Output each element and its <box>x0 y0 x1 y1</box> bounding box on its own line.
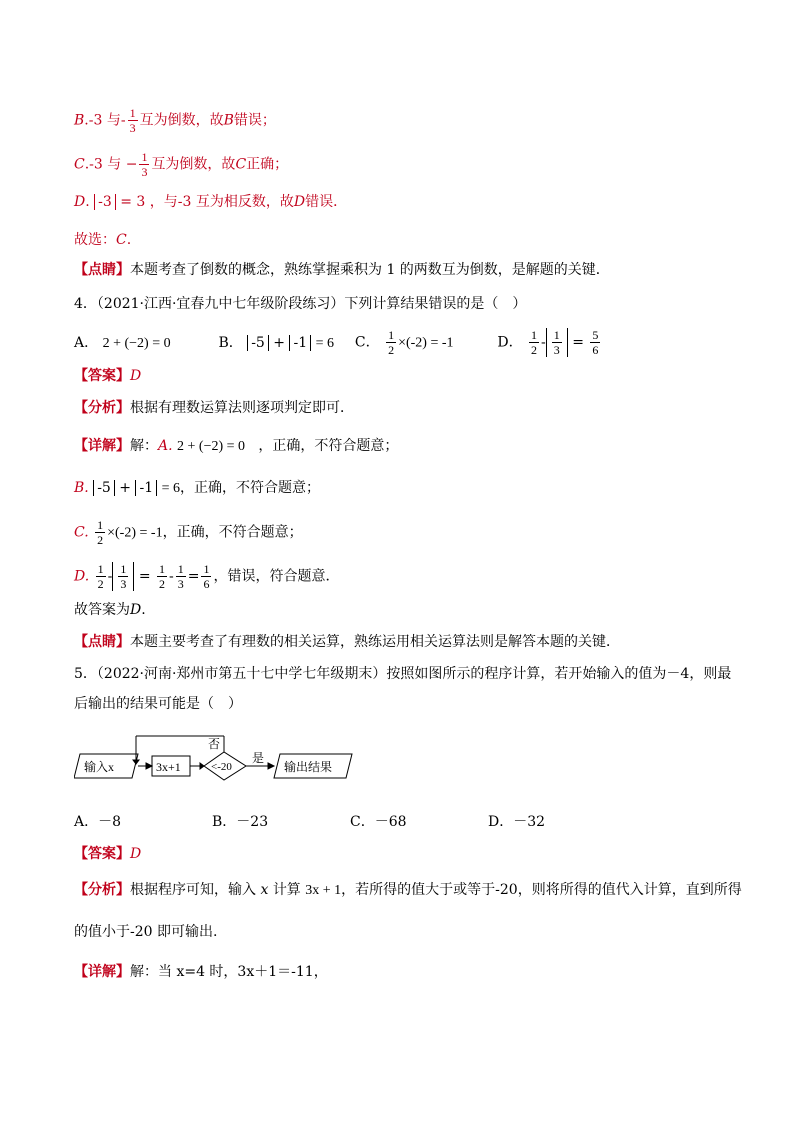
q4-stem: 4．（2021·江西·宜春九中七年级阶段练习）下列计算结果错误的是（ ） <box>74 296 527 312</box>
q5-option-c: C．－68 <box>350 814 407 830</box>
option-letter: B <box>223 112 234 129</box>
q4-detail-b: B. -5 + -1 = 6，正确，不符合题意； <box>74 480 320 496</box>
option-letter: D <box>293 194 306 210</box>
q4-option-d: D． $\frac{1}{2}$ - $\frac{1}{3}$ = $\frac{5}{6}$ <box>497 328 599 357</box>
comment-text: 本题考查了倒数的概念，熟练掌握乘积为 1 的两数互为倒数，是解题的关键． <box>130 262 610 278</box>
text: 互为倒数，故 <box>151 156 236 173</box>
q5-answer: 【答案】D <box>74 846 142 862</box>
q5-analysis-line-2: 的值小于-20 即可输出. <box>74 924 218 940</box>
q4-analysis: 【分析】根据有理数运算法则逐项判定即可． <box>74 400 354 416</box>
flow-no-label: 否 <box>208 737 221 751</box>
q5-detail: 【详解】解：当 x=4 时，3x＋1＝-11， <box>74 964 328 980</box>
absolute-value: -3 <box>94 194 116 210</box>
q4-answer: 【答案】D <box>74 368 142 384</box>
text: 错误； <box>233 112 276 129</box>
flow-output-label: 输出结果 <box>284 760 333 774</box>
q5-stem-line-1: 5．（2022·河南·郑州市第五十七中学七年级期末）按照如图所示的程序计算，若开始输入的值为－4，则最 <box>74 666 732 682</box>
q4-detail-d: D. $\frac{1}{2}$ - $\frac{1}{3}$ = $\frac{1}{2}$ - $\frac{1}{3}$ = $\frac{1}{6}$ ，错误，符合题意． <box>74 562 340 591</box>
text: .-3 与- <box>84 112 126 129</box>
q4-comment: 【点睛】本题主要考查了有理数的相关运算，熟练运用相关运算法则是解答本题的关键． <box>74 634 620 650</box>
text: .-3 与 − <box>84 156 138 173</box>
comment-tag: 【点睛】 <box>74 262 130 278</box>
text: = 3 ，与-3 互为相反数，故 <box>120 194 294 210</box>
q5-option-d: D．－32 <box>488 814 546 830</box>
q5-options <box>74 812 545 832</box>
fraction-one-third: $\frac{1}{3}$ <box>141 150 148 179</box>
q4-option-b: B． -5 + -1 = 6 <box>218 334 334 351</box>
answer-line-c <box>74 150 288 179</box>
q5-analysis-line-1: 【分析】根据程序可知，输入 x 计算 3x + 1，若所得的值大于或等于-20，则将所得的值代入计算，直到所得 <box>74 882 742 898</box>
flow-yes-label: 是 <box>252 751 265 765</box>
option-letter: C <box>235 156 247 173</box>
option-letter: B <box>74 112 85 129</box>
q4-detail-c: C. $\frac{1}{2}$ ×(-2) = -1，正确，不符合题意； <box>74 518 303 547</box>
q4-option-a: A． 2 + (−2) = 0 <box>74 334 171 351</box>
fraction-one-third: $\frac{1}{3}$ <box>129 106 136 135</box>
q3-comment <box>74 260 610 280</box>
flow-decision-label: <-20 <box>211 761 232 773</box>
text: . <box>85 194 90 210</box>
q5-option-a: A．－8 <box>74 814 122 830</box>
answer-line-d <box>74 192 347 212</box>
program-flowchart <box>74 732 374 792</box>
option-letter: C <box>74 156 85 173</box>
q5-option-b: B．－23 <box>212 814 269 830</box>
choose-line: 故选：C. <box>74 232 132 248</box>
text: 正确； <box>246 156 289 173</box>
q4-detail-a: 【详解】解：A. 2 + (−2) = 0 ，正确，不符合题意； <box>74 438 399 454</box>
text: 互为倒数，故 <box>139 112 224 129</box>
flow-process-label: 3x+1 <box>156 760 181 774</box>
q4-conclusion: 故答案为D. <box>74 602 146 618</box>
text: 错误． <box>305 194 348 210</box>
answer-line-b <box>74 106 276 135</box>
q5-stem-line-2: 后输出的结果可能是（ ） <box>74 696 242 712</box>
q4-option-c: C． $\frac{1}{2}$ ×(-2) = -1 <box>354 328 454 357</box>
flow-input-label: 输入x <box>84 760 115 774</box>
option-letter: D <box>74 194 86 210</box>
q4-options <box>74 328 602 357</box>
